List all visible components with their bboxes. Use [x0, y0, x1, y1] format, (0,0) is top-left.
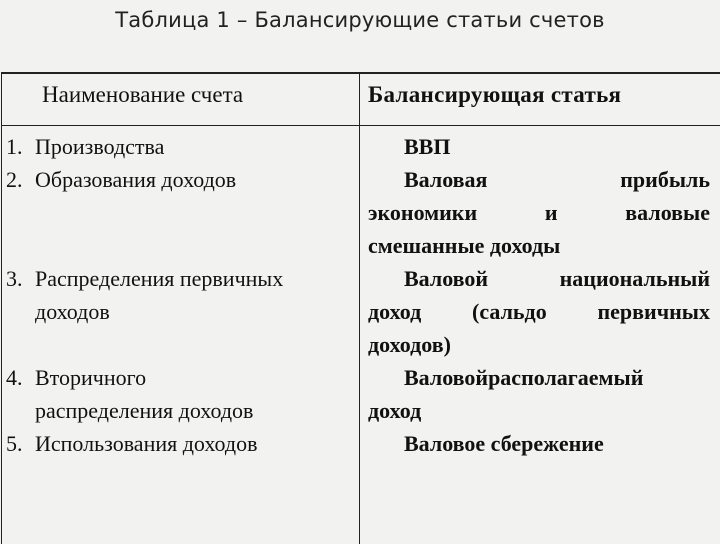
balancing-item-1: ВВП — [404, 134, 451, 159]
account-name-continued: распределения доходов — [35, 398, 254, 423]
account-name: Производства — [35, 134, 165, 159]
word: первичных — [597, 299, 710, 324]
word: национальный — [559, 266, 710, 291]
account-name: Вторичного — [35, 365, 147, 390]
balancing-items-table — [1, 72, 720, 544]
word: (сальдо — [472, 299, 547, 324]
balancing-item-4: Валовойрасполагаемый — [404, 365, 644, 390]
word: Валовой — [404, 266, 489, 291]
account-number: 3. — [6, 266, 23, 291]
account-name: Распределения первичных — [35, 266, 284, 291]
word: доход — [368, 299, 422, 324]
balancing-item-2 — [368, 163, 710, 196]
column-divider — [359, 74, 360, 544]
column-header-account: Наименование счета — [42, 82, 244, 107]
account-name: Использования доходов — [35, 431, 258, 456]
account-number: 1. — [6, 134, 23, 159]
balancing-item-5: Валовое сбережение — [404, 431, 604, 456]
account-number: 4. — [6, 365, 23, 390]
balancing-item-2-line-2 — [368, 196, 710, 229]
table-title: Таблица 1 – Балансирующие статьи счетов — [115, 8, 605, 32]
word: прибыль — [620, 167, 710, 192]
balancing-item-3-line-2 — [368, 295, 710, 328]
account-name-continued: доходов — [35, 299, 110, 324]
word: экономики — [368, 200, 478, 225]
word: и — [544, 200, 558, 225]
word: Валовая — [404, 167, 488, 192]
account-name: Образования доходов — [35, 167, 237, 192]
balancing-item-4-line-2: доход — [368, 398, 422, 423]
balancing-item-2-line-3: смешанные доходы — [368, 233, 561, 258]
account-number: 5. — [6, 431, 23, 456]
balancing-item-3-line-3: доходов) — [368, 332, 451, 357]
balancing-item-3 — [368, 262, 710, 295]
word: валовые — [625, 200, 710, 225]
column-header-balancing-item: Балансирующая статья — [368, 82, 622, 107]
header-divider — [2, 125, 720, 126]
account-number: 2. — [6, 167, 23, 192]
